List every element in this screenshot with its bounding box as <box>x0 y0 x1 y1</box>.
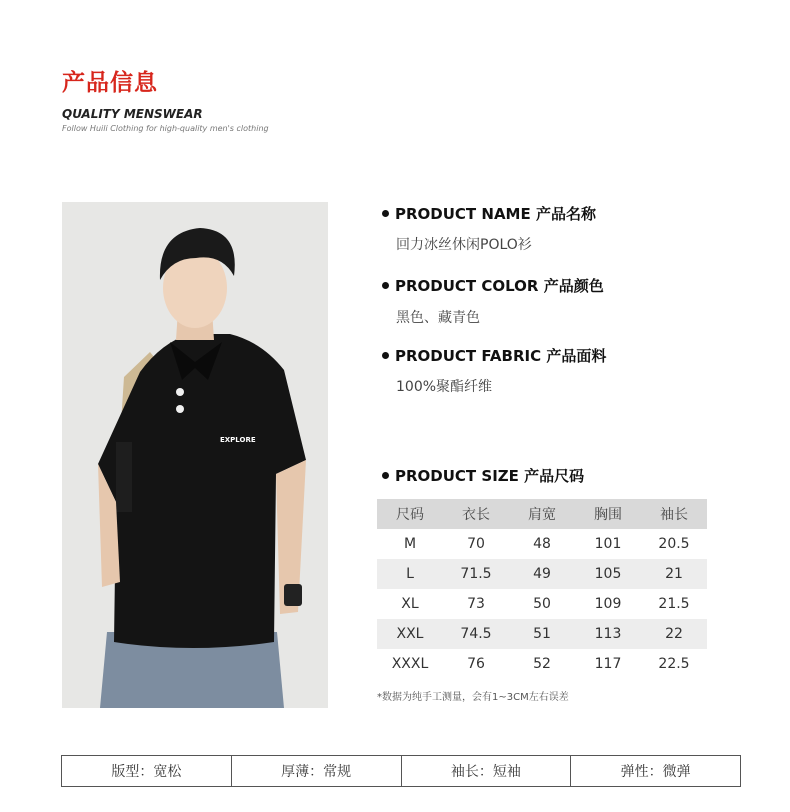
size-table-header <box>377 499 707 529</box>
table-row <box>377 619 707 649</box>
spec-color-label: PRODUCT COLOR 产品颜色 <box>382 275 604 296</box>
size-header-cell: 胸围 <box>575 499 641 529</box>
size-cell: 52 <box>533 656 551 672</box>
size-cell: 105 <box>575 559 641 589</box>
size-cell: M <box>403 536 417 552</box>
attribute-sleeve: 袖长： 短袖 <box>401 756 571 786</box>
size-cell: 76 <box>467 656 485 672</box>
size-cell: 70 <box>467 536 485 552</box>
bullet-icon <box>382 210 389 217</box>
table-row <box>377 589 707 619</box>
table-row <box>377 529 707 559</box>
size-cell: XXL <box>377 619 443 649</box>
spec-fabric-label: PRODUCT FABRIC 产品面料 <box>382 345 606 366</box>
size-cell: 51 <box>509 619 575 649</box>
page-title: 产品信息 <box>62 70 158 96</box>
size-cell: 48 <box>533 536 551 552</box>
shirt-print-text: EXPLORE <box>220 436 256 444</box>
size-cell: 74.5 <box>443 619 509 649</box>
brand-tagline: Follow Huili Clothing for high-quality men's clothing <box>62 124 269 133</box>
attribute-thickness: 厚薄： 常规 <box>231 756 401 786</box>
attribute-fit: 版型： 宽松 <box>111 764 182 780</box>
size-header-cell: 衣长 <box>443 499 509 529</box>
size-cell: L <box>377 559 443 589</box>
size-cell: 20.5 <box>658 536 690 552</box>
table-row <box>377 559 707 589</box>
spec-size-label: PRODUCT SIZE 产品尺码 <box>382 465 584 486</box>
size-cell: 101 <box>594 536 622 552</box>
attribute-elasticity: 弹性： 微弹 <box>570 756 740 786</box>
size-cell: 109 <box>594 596 622 612</box>
size-header-cell: 肩宽 <box>509 499 575 529</box>
spec-name-label: PRODUCT NAME 产品名称 <box>382 203 596 224</box>
product-photo <box>62 202 328 708</box>
measurement-note: *数据为纯手工测量，会有1~3CM左右误差 <box>377 692 569 703</box>
table-row <box>377 649 707 679</box>
size-cell: 117 <box>594 656 622 672</box>
spec-color-value: 黑色、藏青色 <box>396 310 480 326</box>
size-cell: 71.5 <box>443 559 509 589</box>
size-cell: 49 <box>509 559 575 589</box>
brand-subtitle: QUALITY MENSWEAR <box>62 107 203 121</box>
spec-fabric-value: 100%聚酯纤维 <box>396 379 493 395</box>
size-cell: 113 <box>575 619 641 649</box>
spec-name-value: 回力冰丝休闲POLO衫 <box>396 237 532 253</box>
size-table <box>377 499 707 679</box>
attribute-bar <box>61 755 741 787</box>
size-cell: 22 <box>641 619 707 649</box>
size-cell: XXXL <box>391 656 429 672</box>
bullet-icon <box>382 472 389 479</box>
size-cell: XL <box>401 596 419 612</box>
size-cell: 50 <box>533 596 551 612</box>
bullet-icon <box>382 282 389 289</box>
size-cell: 73 <box>467 596 485 612</box>
size-header-cell: 袖长 <box>641 499 707 529</box>
bullet-icon <box>382 352 389 359</box>
size-cell: 21 <box>641 559 707 589</box>
size-cell: 21.5 <box>658 596 690 612</box>
size-header-cell: 尺码 <box>377 499 443 529</box>
size-cell: 22.5 <box>658 656 690 672</box>
